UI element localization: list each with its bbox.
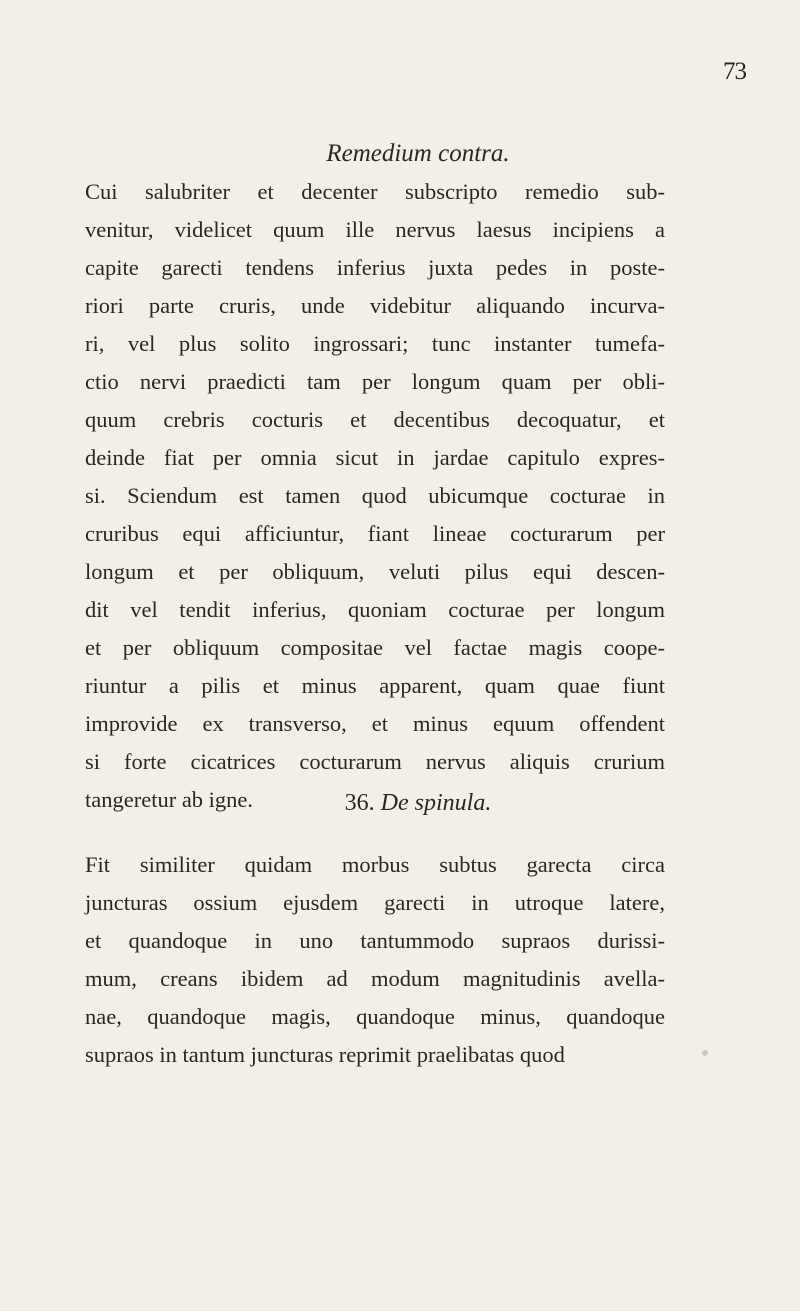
text-line: mum, creans ibidem ad modum magnitudinis avella- bbox=[85, 966, 665, 991]
text-line: longum et per obliquum, veluti pilus equi descen- bbox=[85, 559, 665, 584]
text-line: juncturas ossium ejusdem garecti in utroque latere, bbox=[85, 890, 665, 915]
paragraph-remedium bbox=[85, 173, 665, 819]
text-line: cruribus equi afficiuntur, fiant lineae cocturarum per bbox=[85, 521, 665, 546]
text-line: si. Sciendum est tamen quod ubicumque cocturae in bbox=[85, 483, 665, 508]
text-line: riuntur a pilis et minus apparent, quam quae fiunt bbox=[85, 673, 665, 698]
text-line: improvide ex transverso, et minus equum offendent bbox=[85, 711, 665, 736]
text-line: Cui salubriter et decenter subscripto remedio sub- bbox=[85, 179, 665, 204]
chapter-title: De spinula. bbox=[380, 790, 492, 816]
text-line: et quandoque in uno tantummodo supraos durissi- bbox=[85, 928, 665, 953]
paper-speck bbox=[702, 1050, 708, 1056]
text-line: dit vel tendit inferius, quoniam cocturae per longum bbox=[85, 597, 665, 622]
text-line: Fit similiter quidam morbus subtus garecta circa bbox=[85, 852, 665, 877]
section-heading: Remedium contra. bbox=[326, 140, 510, 167]
text-line: deinde fiat per omnia sicut in jardae capitulo expres- bbox=[85, 445, 665, 470]
text-line: riori parte cruris, unde videbitur aliquando incurva- bbox=[85, 293, 665, 318]
text-line: ri, vel plus solito ingrossari; tunc instanter tumefa- bbox=[85, 331, 665, 356]
text-line: et per obliquum compositae vel factae magis coope- bbox=[85, 635, 665, 660]
text-line: tangeretur ab igne. bbox=[85, 787, 254, 812]
text-line: ctio nervi praedicti tam per longum quam per obli- bbox=[85, 369, 665, 394]
text-line: supraos in tantum juncturas reprimit praelibatas quod bbox=[85, 1042, 565, 1067]
chapter-number: 36. bbox=[344, 790, 375, 816]
text-line: nae, quandoque magis, quandoque minus, quandoque bbox=[85, 1004, 665, 1029]
text-line: si forte cicatrices cocturarum nervus aliquis crurium bbox=[85, 749, 665, 774]
text-line: quum crebris cocturis et decentibus decoquatur, et bbox=[85, 407, 665, 432]
text-line: venitur, videlicet quum ille nervus laesus incipiens a bbox=[85, 217, 665, 242]
chapter-heading bbox=[0, 790, 800, 817]
text-line: capite garecti tendens inferius juxta pedes in poste- bbox=[85, 255, 665, 280]
paragraph-spinula bbox=[85, 846, 665, 1074]
page-number: 73 bbox=[723, 58, 746, 85]
